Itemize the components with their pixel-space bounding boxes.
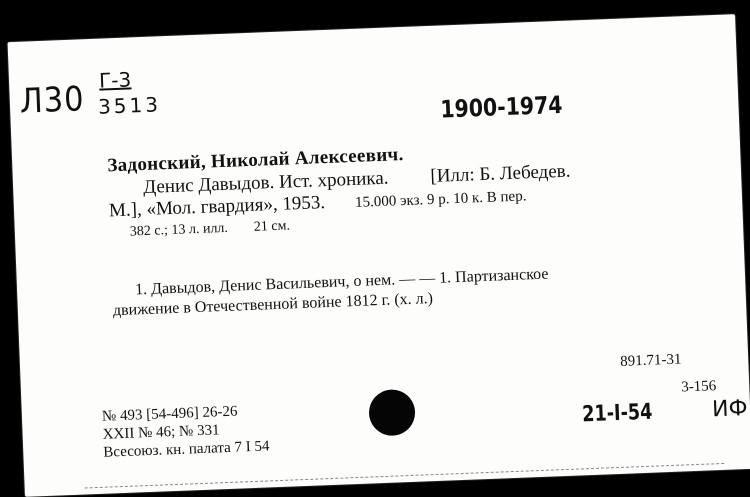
book-title: Денис Давыдов. Ист. хроника. <box>142 167 389 199</box>
call-number-bottom: 3513 <box>97 92 162 119</box>
bottom-divider <box>85 463 725 489</box>
pages: 382 с.; 13 л. илл. <box>129 220 229 240</box>
subject-line-2: движение в Отечественной войне 1812 г. (х. л.) <box>112 290 434 320</box>
card-code: 3-156 <box>680 378 717 396</box>
punch-hole <box>368 389 416 437</box>
handwritten-initials: ИФ <box>711 396 749 423</box>
shelf-mark: Л30 <box>19 79 86 122</box>
handwritten-date: 21-I-54 <box>581 399 653 428</box>
book-chamber: Всесоюз. кн. палата 7 I 54 <box>103 438 270 461</box>
volume-number: XXII № 46; № 331 <box>102 422 220 443</box>
subject-line-1: 1. Давыдов, Денис Васильевич, о нем. — — 1. Партизанское <box>134 265 549 299</box>
catalog-card <box>8 14 750 497</box>
classification: 891.71-31 <box>619 351 682 370</box>
print-run-price: 15.000 экз. 9 р. 10 к. В пер. <box>354 188 527 211</box>
illustrator: [Илл: Б. Лебедев. <box>430 160 571 187</box>
author-years: 1900-1974 <box>439 90 563 124</box>
author-heading: Задонский, Николай Алексеевич. <box>106 144 404 177</box>
size: 21 см. <box>253 218 291 235</box>
publisher: М.], «Мол. гвардия», 1953. <box>108 192 326 222</box>
physical-description <box>130 218 291 240</box>
record-number: № 493 [54-496] 26-26 <box>101 403 238 425</box>
call-number-top: Г-3 <box>98 67 132 93</box>
